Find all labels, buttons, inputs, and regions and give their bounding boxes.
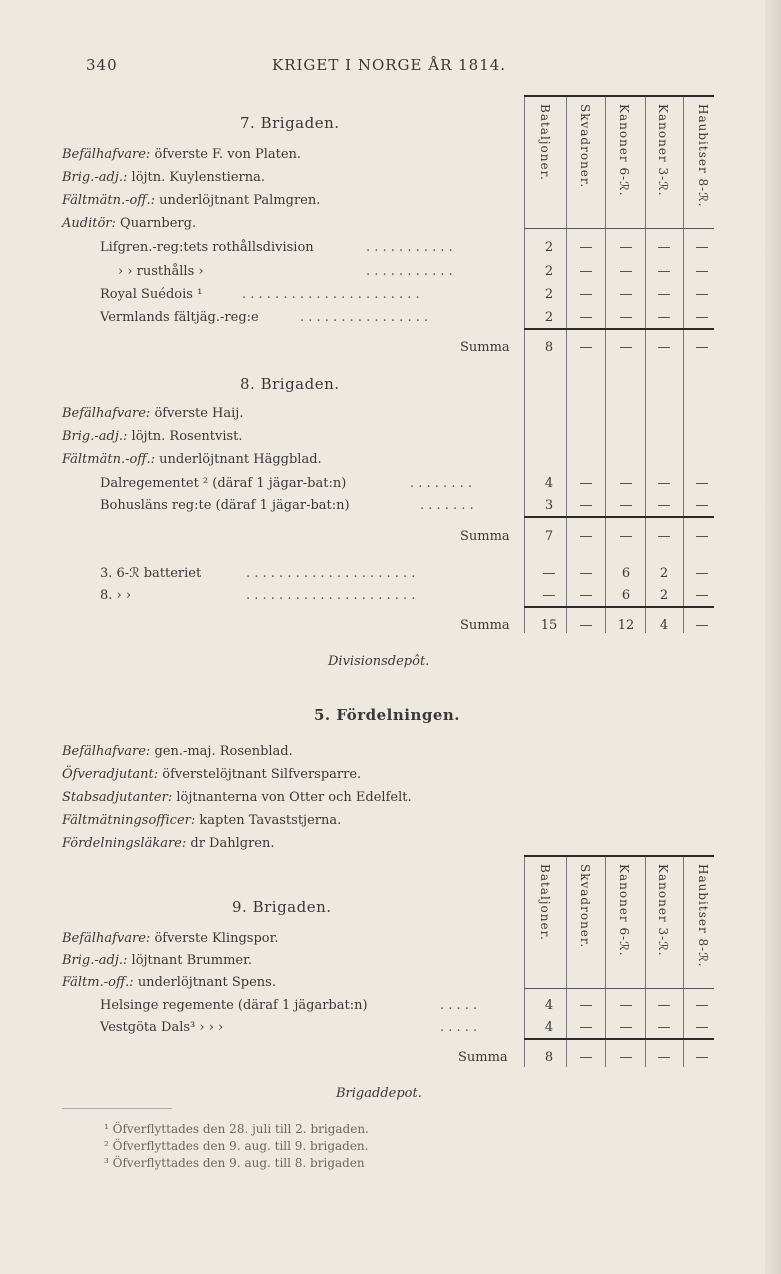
staff-line: Befälhafvare: öfverste F. von Platen. (62, 147, 302, 162)
cell: — (657, 498, 671, 513)
cell: — (579, 310, 593, 325)
cell: — (579, 566, 593, 581)
footnote: ² Öfverflyttades den 9. aug. till 9. brigaden. (104, 1139, 369, 1153)
cell: 4 (659, 618, 669, 633)
leader-dots: . . . . . . . . . . . . . . . . (300, 310, 429, 325)
cell: — (695, 340, 709, 355)
col-head-bataljoner: Bataljoner. (538, 104, 552, 181)
cell: — (695, 287, 709, 302)
cell: 4 (544, 998, 554, 1013)
cell: — (695, 529, 709, 544)
footnote-rule (62, 1108, 172, 1109)
cell: — (619, 529, 633, 544)
staff-line: Öfveradjutant: öfverstelöjtnant Silfversparre. (62, 767, 362, 782)
cell: — (542, 588, 556, 603)
page-number: 340 (86, 56, 118, 74)
leader-dots: . . . . . . . . (410, 476, 472, 491)
summa-label: Summa (460, 618, 510, 633)
cell: — (657, 1050, 671, 1065)
cell: — (657, 264, 671, 279)
leader-dots: . . . . . . . . . . . (366, 240, 453, 255)
cell: — (542, 566, 556, 581)
staff-line: Fältm.-off.: underlöjtnant Spens. (62, 975, 276, 990)
col-head-bataljoner: Bataljoner. (538, 864, 552, 941)
staff-line: Befälhafvare: öfverste Haij. (62, 406, 244, 421)
table2-col-rule (683, 857, 684, 1067)
unit-name: Helsinge regemente (däraf 1 jägarbat:n) (100, 998, 368, 1013)
staff-line: Auditör: Quarnberg. (62, 216, 197, 231)
cell: 4 (544, 1020, 554, 1035)
col-head-skvadroner: Skvadroner. (578, 104, 592, 189)
divisionsdepot: Divisionsdepôt. (328, 654, 430, 669)
page-edge (765, 0, 781, 1274)
cell: — (619, 240, 633, 255)
cell: 2 (659, 588, 669, 603)
cell: 8 (544, 1050, 554, 1065)
cell: — (579, 476, 593, 491)
cell: — (579, 588, 593, 603)
col-head-kanoner-6: Kanoner 6-ℛ. (617, 104, 631, 197)
cell: — (695, 264, 709, 279)
unit-name: Dalregementet ² (däraf 1 jägar-bat:n) (100, 476, 347, 491)
cell: 2 (544, 264, 554, 279)
cell: 3 (544, 498, 554, 513)
unit-name: Lifgren.-reg:tets rothållsdivision (100, 240, 314, 255)
cell: — (695, 618, 709, 633)
footnote: ¹ Öfverflyttades den 28. juli till 2. brigaden. (104, 1122, 369, 1136)
cell: — (657, 340, 671, 355)
staff-line: Brig.-adj.: löjtnant Brummer. (62, 953, 253, 968)
sum-rule (524, 516, 714, 518)
table2-col-rule (605, 857, 606, 1067)
table1-col-rule (605, 97, 606, 633)
cell: — (695, 498, 709, 513)
staff-line: Fördelningsläkare: dr Dahlgren. (62, 836, 275, 851)
cell: — (579, 618, 593, 633)
table1-col-rule (566, 97, 567, 633)
col-head-skvadroner: Skvadroner. (578, 864, 592, 949)
cell: — (619, 498, 633, 513)
summa-label: Summa (458, 1050, 508, 1065)
cell: — (619, 310, 633, 325)
cell: 4 (544, 476, 554, 491)
table1-left-rule (524, 97, 525, 633)
leader-dots: . . . . . . . . . . . (366, 264, 453, 279)
summa-label: Summa (460, 529, 510, 544)
unit-name: Vermlands fältjäg.-reg:e (100, 310, 259, 325)
cell: — (695, 240, 709, 255)
cell: — (619, 1050, 633, 1065)
table1-header-rule (524, 228, 714, 229)
staff-line: Brig.-adj.: löjtn. Rosentvist. (62, 429, 243, 444)
cell: — (695, 566, 709, 581)
unit-name: 3. 6-ℛ batteriet (100, 566, 202, 581)
sum-rule (524, 1038, 714, 1040)
footnote: ³ Öfverflyttades den 9. aug. till 8. brigaden (104, 1156, 365, 1170)
brigade-7-title: 7. Brigaden. (240, 114, 340, 132)
leader-dots: . . . . . . . . . . . . . . . . . . . . . (246, 566, 416, 581)
staff-line: Fältmätn.-off.: underlöjtnant Häggblad. (62, 452, 322, 467)
cell: — (579, 240, 593, 255)
cell: — (619, 1020, 633, 1035)
cell: — (619, 264, 633, 279)
cell: — (579, 264, 593, 279)
running-title: KRIGET I NORGE ÅR 1814. (272, 56, 507, 74)
cell: — (695, 588, 709, 603)
staff-line: Fältmätningsofficer: kapten Tavaststjerna. (62, 813, 342, 828)
leader-dots: . . . . . . . . . . . . . . . . . . . . . (246, 588, 416, 603)
unit-name: Bohusläns reg:te (däraf 1 jägar-bat:n) (100, 498, 350, 513)
col-head-kanoner-3: Kanoner 3-ℛ. (656, 864, 670, 957)
table2-header-rule (524, 988, 714, 989)
table1-top-rule (524, 95, 714, 97)
leader-dots: . . . . . (440, 998, 478, 1013)
cell: 8 (544, 340, 554, 355)
staff-line: Brig.-adj.: löjtn. Kuylenstierna. (62, 170, 265, 185)
brigade-9-title: 9. Brigaden. (232, 898, 332, 916)
staff-line: Fältmätn.-off.: underlöjtnant Palmgren. (62, 193, 321, 208)
col-head-kanoner-3: Kanoner 3-ℛ. (656, 104, 670, 197)
cell: — (695, 476, 709, 491)
unit-name: 8. › › (100, 588, 132, 603)
col-head-kanoner-6: Kanoner 6-ℛ. (617, 864, 631, 957)
cell: 2 (544, 310, 554, 325)
cell: — (657, 529, 671, 544)
leader-dots: . . . . . . . (420, 498, 474, 513)
cell: — (695, 1020, 709, 1035)
cell: — (579, 529, 593, 544)
col-head-haubitser: Haubitser 8-ℛ. (696, 104, 710, 208)
cell: — (695, 1050, 709, 1065)
cell: — (695, 998, 709, 1013)
cell: 6 (621, 588, 631, 603)
fordelning-title: 5. Fördelningen. (314, 706, 461, 724)
table1-col-rule (645, 97, 646, 633)
cell: — (579, 498, 593, 513)
cell: — (657, 310, 671, 325)
cell: — (619, 998, 633, 1013)
cell: 15 (540, 618, 558, 633)
cell: 2 (659, 566, 669, 581)
cell: — (657, 998, 671, 1013)
cell: — (579, 1050, 593, 1065)
sum-rule (524, 606, 714, 608)
brigade-8-title: 8. Brigaden. (240, 375, 340, 393)
cell: — (695, 310, 709, 325)
table1-col-rule (683, 97, 684, 633)
unit-name: › › rusthålls › (118, 264, 204, 279)
cell: — (619, 287, 633, 302)
sum-rule (524, 328, 714, 330)
staff-line: Befälhafvare: öfverste Klingspor. (62, 931, 279, 946)
cell: 12 (617, 618, 635, 633)
leader-dots: . . . . . . . . . . . . . . . . . . . . . . (242, 287, 420, 302)
cell: 7 (544, 529, 554, 544)
cell: — (579, 287, 593, 302)
staff-line: Stabsadjutanter: löjtnanterna von Otter och Edelfelt. (62, 790, 412, 805)
cell: — (579, 340, 593, 355)
cell: — (619, 340, 633, 355)
cell: — (619, 476, 633, 491)
leader-dots: . . . . . (440, 1020, 478, 1035)
cell: — (657, 1020, 671, 1035)
table2-col-rule (645, 857, 646, 1067)
table2-top-rule (524, 855, 714, 857)
cell: 2 (544, 287, 554, 302)
staff-line: Befälhafvare: gen.-maj. Rosenblad. (62, 744, 293, 759)
table2-col-rule (566, 857, 567, 1067)
summa-label: Summa (460, 340, 510, 355)
cell: — (657, 476, 671, 491)
cell: — (579, 1020, 593, 1035)
brigaddepot: Brigaddepot. (336, 1086, 422, 1101)
cell: — (579, 998, 593, 1013)
col-head-haubitser: Haubitser 8-ℛ. (696, 864, 710, 968)
cell: — (657, 240, 671, 255)
unit-name: Royal Suédois ¹ (100, 287, 203, 302)
table2-left-rule (524, 857, 525, 1067)
cell: 2 (544, 240, 554, 255)
cell: — (657, 287, 671, 302)
unit-name: Vestgöta Dals³ › › › (100, 1020, 224, 1035)
cell: 6 (621, 566, 631, 581)
